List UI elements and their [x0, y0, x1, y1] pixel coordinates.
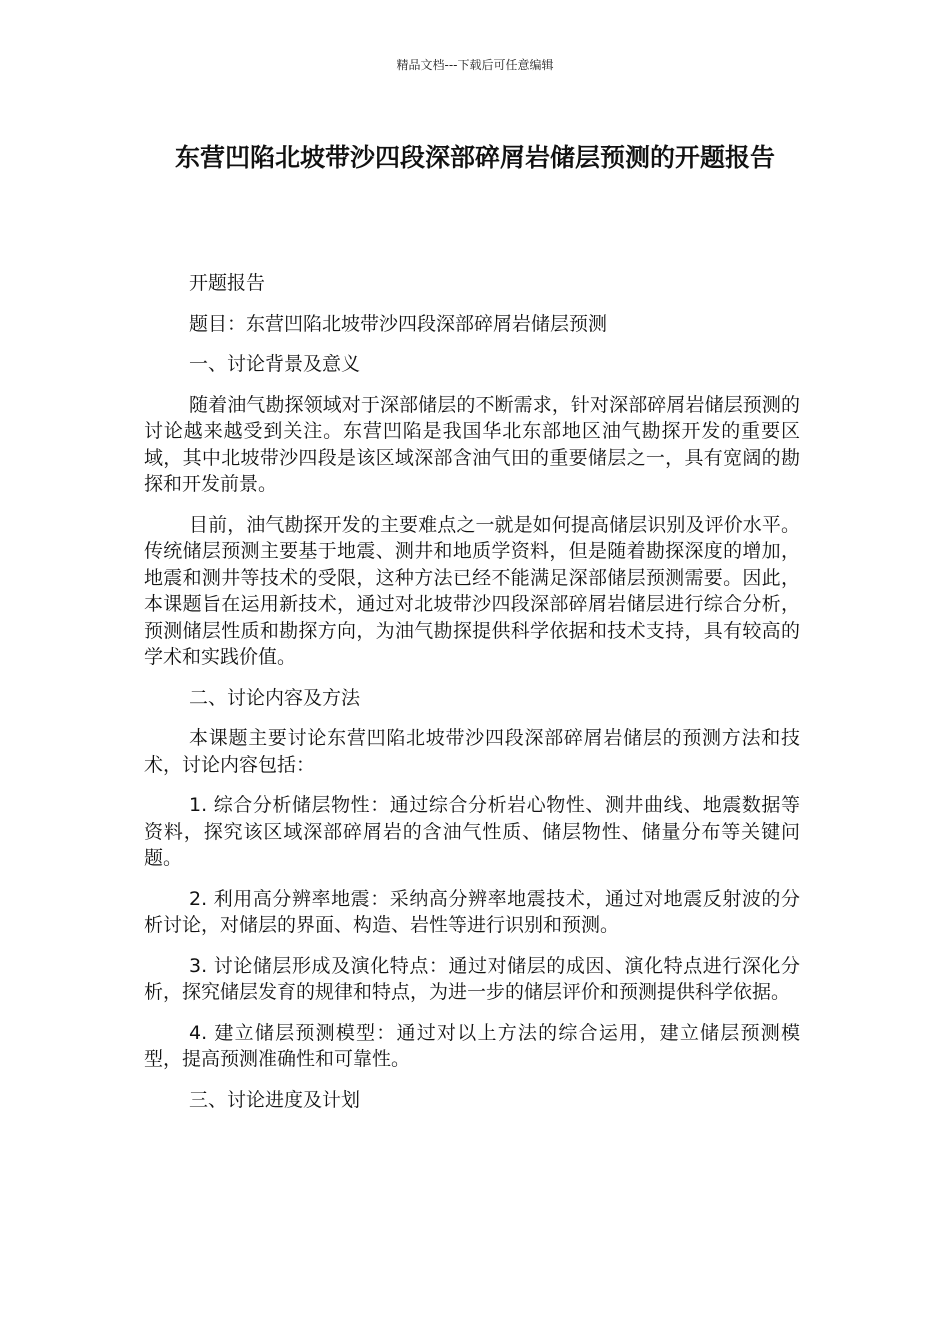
- report-label: 开题报告: [189, 272, 266, 294]
- header-watermark: 精品文档---下载后可任意编辑: [396, 58, 554, 72]
- list-item-1: 1. 综合分析储层物性：通过综合分析岩心物性、测井曲线、地震数据等资料，探究该区域深部碎屑岩的含油气性质、储层物性、储量分布等关键问题。: [144, 794, 800, 869]
- section-3-heading: 三、讨论进度及计划: [189, 1088, 361, 1111]
- document-body: [144, 270, 800, 1127]
- section-2-intro: 本课题主要讨论东营凹陷北坡带沙四段深部碎屑岩储层的预测方法和技术，讨论内容包括：: [144, 727, 800, 776]
- report-subject: 题目：东营凹陷北坡带沙四段深部碎屑岩储层预测: [189, 312, 608, 335]
- section-1-heading: 一、讨论背景及意义: [189, 353, 361, 375]
- list-item-3: 3. 讨论储层形成及演化特点：通过对储层的成因、演化特点进行深化分析，探究储层发育的规律和特点，为进一步的储层评价和预测提供科学依据。: [144, 954, 800, 1003]
- section-1-paragraph-2: 目前，油气勘探开发的主要难点之一就是如何提高储层识别及评价水平。传统储层预测主要基于地震、测井和地质学资料，但是随着勘探深度的增加，地震和测井等技术的受限，这种方法已经不能满足深部储层预测需要。因此，本课题旨在运用新技术，通过对北坡带沙四段深部碎屑岩储层进行综合分析，预测储层性质和勘探方向，为油气勘探提供科学依据和技术支持，具有较高的学术和实践价值。: [144, 513, 800, 668]
- section-2-heading: 二、讨论内容及方法: [189, 686, 361, 709]
- document-title: 东营凹陷北坡带沙四段深部碎屑岩储层预测的开题报告: [174, 143, 775, 172]
- section-1-paragraph-1: 随着油气勘探领域对于深部储层的不断需求，针对深部碎屑岩储层预测的讨论越来越受到关注。东营凹陷是我国华北东部地区油气勘探开发的重要区域，其中北坡带沙四段是该区域深部含油气田的重要储层之一，具有宽阔的勘探和开发前景。: [144, 393, 800, 495]
- list-item-4: 4. 建立储层预测模型：通过对以上方法的综合运用，建立储层预测模型，提高预测准确性和可靠性。: [144, 1021, 800, 1070]
- list-item-2: 2. 利用高分辨率地震：采纳高分辨率地震技术，通过对地震反射波的分析讨论，对储层的界面、构造、岩性等进行识别和预测。: [144, 887, 800, 936]
